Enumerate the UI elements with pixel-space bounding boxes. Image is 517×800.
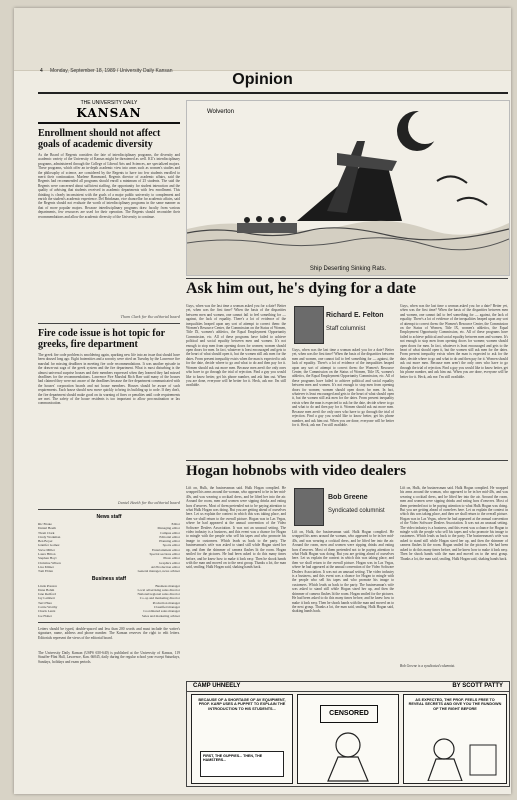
professor-drawing [404, 731, 506, 781]
staff-role: Coordinated sales manager [143, 609, 180, 614]
panel3-caption: AS EXPECTED, THE PROF. FEELS FREE TO REVEAL SECRETS AND GIVE YOU THE RUNDOWN OF THE RIGHT BEFORE [408, 698, 502, 711]
column2-credit: Bob Greene is a syndicated columnist. [400, 664, 456, 668]
ship-cartoon-illustration [187, 101, 509, 275]
editorial1-credit: Thom Clark for the editorial board [120, 315, 180, 319]
divider [38, 323, 180, 324]
divider [38, 622, 180, 623]
column2-body-col2: Lift on, Hulk, the businessman said. Hulk Hogan complied. He wrapped his arms around the woman, who appeared to be in her mid-40s, and was wearing a cocktail dress, and he lifted her into the air. Around the room, men and women were sipping drinks and eating hors d'oeuvres. Most of them pretended not to be paying attention to what Hulk Hogan was doing. But you are getting ahead of ourselves here. Let us explain the context in which this was taking place, and then we shall return to the overall picture. Hogan was in Las Vegas, where he had appeared at the annual convention of the Video Software Dealers Association. It was not an unusual setting. The video industry is a business, and this event was a chance for Hogan to mingle with the people who sell his tapes and who promote his image to customers. Which leads us back to the party. The businessman's wife was asked to stand still while Hogan sized her up, and then the shimmer of camera flashes lit the room. Hogan smiled for the pictures. He had been asked to do this many times before, and he knew how to make it look easy. Then he shook hands with the man and moved on to the next group. Thanks a lot, the man said, smiling. Hulk Hogan said, shaking hands back. [292, 530, 394, 614]
column1-body-col2: Guys, when was the last time a woman asked you for a date? Better yet, when was the first time? When the basis of the disparities between men and women, one cannot fail to feel something for — against, the lack of equality. There's a lot of evidence of the inequalities heaped upon any sort of attempt to correct them: the Women's Resource Center, the Commission on the Status of Women, Title IX, women's athletics, the Equal Employment Opportunity Commission, etc. All of these programs have failed to achieve political and social equality between men and women. It's not enough to stop men from opening doors for women; women should open doors for men. In fact, whatever is least encouraged and gets to the heart of what should open it, but the women still ask men for the dates. From present inequality exists when the man is expected to ask for the date, decide where to go and what to do and then pay for it. Women should ask out more men. Because men aren't the only ones who have to go through the trial of rejection. Find a guy you would like to know better, get his phone number, and ask him out. When you are done, everyone will be better for it. Heck, ask me. I'm still available. [292, 348, 394, 427]
staff-role: Classified manager [153, 605, 180, 610]
editorial2-title: Fire code issue is hot topic for greeks, fire department [38, 328, 165, 350]
divider [38, 509, 180, 510]
masthead-line1: THE UNIVERSITY DAILY [80, 100, 138, 106]
staff-role: Production manager [152, 600, 180, 605]
staff-name: Joe Fisher [38, 613, 52, 618]
staff-name: Christine Wilson [38, 560, 61, 565]
staff-name: Cindy Workman [38, 534, 61, 539]
author-photo [294, 306, 324, 344]
business-staff-title: Business staff [91, 575, 127, 582]
staff-name: Laura Hilton [38, 552, 56, 557]
staff-role: Editorial editor [159, 534, 180, 539]
comic-title: CAMP UHNEELY [193, 683, 241, 689]
editorial1-title: Enrollment should not affect goals of academic diversity [38, 128, 161, 150]
panel1-caption: BECAUSE OF A SHORTAGE OF AV EQUIPMENT, PROF. KARP USES A PUPPET TO EXPLAIN THE INTRODUCTION TO HIS STUDENTS... [198, 698, 286, 711]
column2-author-role: Syndicated columnist [328, 508, 385, 514]
section-title: Opinion [232, 71, 293, 88]
staff-name: Stephen Hoyt [38, 556, 57, 561]
staff-role: National/regional sales director [137, 592, 180, 597]
staff-name: Jay Lambert [38, 596, 55, 601]
comic-strip [186, 681, 510, 787]
staff-name: Ben Boyer [38, 539, 53, 544]
staff-role: Art/Production editor [150, 564, 180, 569]
column1-body-col1: Guys, when was the last time a woman asked you for a date? Better yet, when was the first time? When the basis of the disparities between men and women, one cannot fail to feel something for — against, the lack of equality. There's a lot of evidence of the inequalities heaped upon any sort of attempt to correct them: the Women's Resource Center, the Commission on the Status of Women, Title IX, women's athletics, the Equal Employment Opportunity Commission, etc. All of these programs have failed to achieve political and social equality between men and women. It's not enough to stop men from opening doors for women; women should open doors for men. In fact, whatever is least encouraged and gets to the heart of what should open it, but the women still ask men for the dates. From present inequality exists when the man is expected to ask for the date, decide where to go and what to do and then pay for it. Women should ask out more men. Because men aren't the only ones who have to go through the trial of rejection. Find a guy you would like to know better, get his phone number, and ask him out. When you are done, everyone will be better for it. Heck, ask me. I'm still available. [186, 304, 286, 388]
comic-panel-3 [403, 694, 507, 784]
column2-headline: Hogan hobnobs with video dealers [186, 463, 407, 479]
staff-role: Special sections editor [149, 552, 180, 557]
column1-headline: Ask him out, he's dying for a date [186, 280, 416, 297]
section-rule [38, 92, 508, 94]
rule [186, 278, 508, 279]
comic-author: BY SCOTT PATTY [452, 683, 503, 689]
staff-name: Linda Preston [38, 583, 57, 588]
newspaper-page [14, 8, 511, 794]
staff-role: Graphics editor [159, 560, 180, 565]
cartoon-signature: Wolverton [207, 109, 234, 115]
cartoon-caption: Ship Deserting Sinking Rats. [309, 266, 387, 272]
column1-body-col3: Guys, when was the last time a woman asked you for a date? Better yet, when was the first time? When the basis of the disparities between men and women, one cannot fail to feel something for — against, the lack of equality. There's a lot of evidence of the inequalities heaped upon any sort of attempt to correct them: the Women's Resource Center, the Commission on the Status of Women, Title IX, women's athletics, the Equal Employment Opportunity Commission, etc. All of these programs have failed to achieve political and social equality between men and women. It's not enough to stop men from opening doors for women; women should open doors for men. In fact, whatever is least encouraged and gets to the heart of what should open it, but the women still ask men for the dates. From present inequality exists when the man is expected to ask for the date, decide where to go and what to do and then pay for it. Women should ask out more men. Because men aren't the only ones who have to go through the trial of rejection. Find a guy you would like to know better, get his phone number, and ask him out. When you are done, everyone will be better for it. Heck, ask me. I'm still available. [400, 304, 508, 379]
staff-role: Editor [171, 522, 180, 526]
news-staff-title: News staff [96, 514, 122, 520]
news-staff-list [38, 522, 180, 574]
staff-name: Daniel Heeth [38, 526, 56, 531]
business-staff-list [38, 584, 180, 618]
column2-body-col3: Lift on, Hulk, the businessman said. Hulk Hogan complied. He wrapped his arms around the woman, who appeared to be in her mid-40s, and was wearing a cocktail dress, and he lifted her into the air. Around the room, men and women were sipping drinks and eating hors d'oeuvres. Most of them pretended not to be paying attention to what Hulk Hogan was doing. But you are getting ahead of ourselves here. Let us explain the context in which this was taking place, and then we shall return to the overall picture. Hogan was in Las Vegas, where he had appeared at the annual convention of the Video Software Dealers Association. It was not an unusual setting. The video industry is a business, and this event was a chance for Hogan to mingle with the people who sell his tapes and who promote his image to customers. Which leads us back to the party. The businessman's wife was asked to stand still while Hogan sized her up, and then the shimmer of camera flashes lit the room. Hogan smiled for the pictures. He had been asked to do this many times before, and he knew how to make it look easy. Then he shook hands with the man and moved on to the next group. Thanks a lot, the man said, smiling. Hulk Hogan said, shaking hands back. [400, 486, 508, 561]
staff-name: Thom Clark [38, 530, 55, 535]
editorial-cartoon [186, 100, 510, 276]
letters-notice: Letters should be typed, double-spaced and less than 200 words and must include the writer's signature, name, address and phone number. The Kansan reserves the right to edit letters. Editorials represent the views of the editorial board. [38, 626, 180, 640]
panel1-sign: FIRST, THE GUPPIES... THEN, THE HAMSTERS... [200, 751, 284, 777]
staff-role: Co-op and marketing director [139, 596, 180, 601]
editorial2-body: The greek fire code problem is smoldering again, sparking new life into an issue that should have been doused long ago. Eight fraternities and a sorority were cited on Tuesday by the Lawrence fire marshal for missing deadlines in meeting fire code recommendations. It was another episode in the drawn-out saga of the greek system and the fire department. What is most disturbing is the almost universal surprise houses and their members expressed when they learned they had missed deadlines for the recommendations. Lawrence Fire Marshal Rich Barr said many of the houses had claimed they were not aware of the deadlines because the fire department communicated with the houses' corporation boards and not house members. Houses should be aware of such requirements. Each house should now move quickly to bring its building up to code. If they don't, the fire department should make good on its warning of fines or penalties until code requirements are met. The safety of the house residents is too important to allow procrastination or lax communication. [38, 353, 180, 406]
staff-role: Business manager [155, 583, 180, 588]
comic-title-bar [187, 682, 509, 692]
staff-role: Planning editor [159, 539, 180, 544]
staff-role: General manager, news adviser [137, 569, 180, 574]
column2-body-col1: Lift on, Hulk, the businessman said. Hulk Hogan complied. He wrapped his arms around the woman, who appeared to be in her mid-40s, and was wearing a cocktail dress, and he lifted her into the air. Around the room, men and women were sipping drinks and eating hors d'oeuvres. Most of them pretended not to be paying attention to what Hulk Hogan was doing. But you are getting ahead of ourselves here. Let us explain the context in which this was taking place, and then we shall return to the overall picture. Hogan was in Las Vegas, where he had appeared at the annual convention of the Video Software Dealers Association. It was not an unusual setting. The video industry is a business, and this event was a chance for Hogan to mingle with the people who sell his tapes and who promote his image to customers. Which leads us back to the party. The businessman's wife was asked to stand still while Hogan sized her up, and then the shimmer of camera flashes lit the room. Hogan smiled for the pictures. He had been asked to do this many times before, and he knew how to make it look easy. Then he shook hands with the man and moved on to the next group. Thanks a lot, the man said, smiling. Hulk Hogan said, shaking hands back. [186, 486, 286, 570]
editorial-column [38, 100, 180, 780]
staff-role: Managing editor [157, 526, 180, 531]
column1-author: Richard E. Felton [326, 312, 384, 319]
staff-name: Lisa Milner [38, 564, 54, 569]
censored-stamp: CENSORED [320, 705, 378, 723]
folio-line: Monday, September 18, 1989 / University Daily Kansan [50, 68, 173, 74]
author-photo [294, 488, 324, 526]
staff-row [38, 569, 180, 573]
staff-role: Sports editor [162, 543, 180, 548]
staff-name: Jane Redford [38, 592, 56, 597]
comic-panel-1 [191, 694, 293, 784]
staff-name: Dana Bohm [38, 587, 55, 592]
staff-name: Chuck Lentz [38, 609, 56, 614]
staff-role: Photo editor [163, 556, 180, 561]
staff-name: Carrie Worthy [38, 605, 58, 610]
staff-name: Jennifer Gomez [38, 543, 60, 548]
page-number: 4 [40, 68, 43, 74]
editorial2-credit: Daniel Heeth for the editorial board [118, 501, 180, 505]
editorial1-body: As the Board of Regents considers the fate of interdisciplinary programs, the diversity and academic variety of the University of Kansas might be threatened as well. KU's interdisciplinary programs, administered through the College of Liberal Arts and Sciences, are specialized majors. These programs, which offer an in-depth academic view into areas such as women's studies and the philosophy of science, are considered by the Regents to have too few students enrolled to merit their continuation. Marlene Hammond, Regents director of academic affairs, said the Regents had recommended all programs should enroll a minimum of 25 students. The said the Regents were concerned about sufficient staffing, the opportunity for student interaction and the quality of advising that students received in academic departments with few enrollment. This thinking is clearly inconsistent with the goals of a major public university to complement and enrich the student's academic experience. Del Brinkman, vice chancellor for academic affairs, said the Regents should not evaluate the worth of interdisciplinary programs in the same manner as that of more popular majors. Because interdisciplinary programs draw faculty from various departments, few resources are used for their operation. The Regents should reconsider their recommendations and allow the academic diversity of the University to continue. [38, 153, 180, 219]
staff-name: Terri Hare [38, 600, 52, 605]
staff-name: Steve Miller [38, 547, 55, 552]
column2-author: Bob Greene [328, 494, 368, 501]
staff-name: Tom Eblen [38, 569, 53, 574]
rule [186, 460, 508, 461]
puppet-drawing [298, 723, 398, 783]
masthead-line2: KANSAN [38, 106, 180, 124]
publisher-notice: The University Daily Kansan (USPS 650-640) is published at the University of Kansas, 119 Stauffer-Flint Hall, Lawrence, Kan. 66045, daily during the regular school year except Saturdays, Sundays, holidays and exam periods. [38, 650, 180, 664]
staff-name: Ric Broke [38, 522, 52, 526]
staff-role: Entertainment editor [152, 547, 180, 552]
comic-panel-2 [297, 694, 399, 784]
staff-row [38, 614, 180, 618]
column1-author-role: Staff columnist [326, 326, 366, 332]
staff-role: Campus editor [160, 530, 180, 535]
staff-role: Local advertising sales director [137, 587, 180, 592]
top-margin-strip [14, 8, 511, 71]
staff-role: Sales and marketing adviser [141, 613, 180, 618]
